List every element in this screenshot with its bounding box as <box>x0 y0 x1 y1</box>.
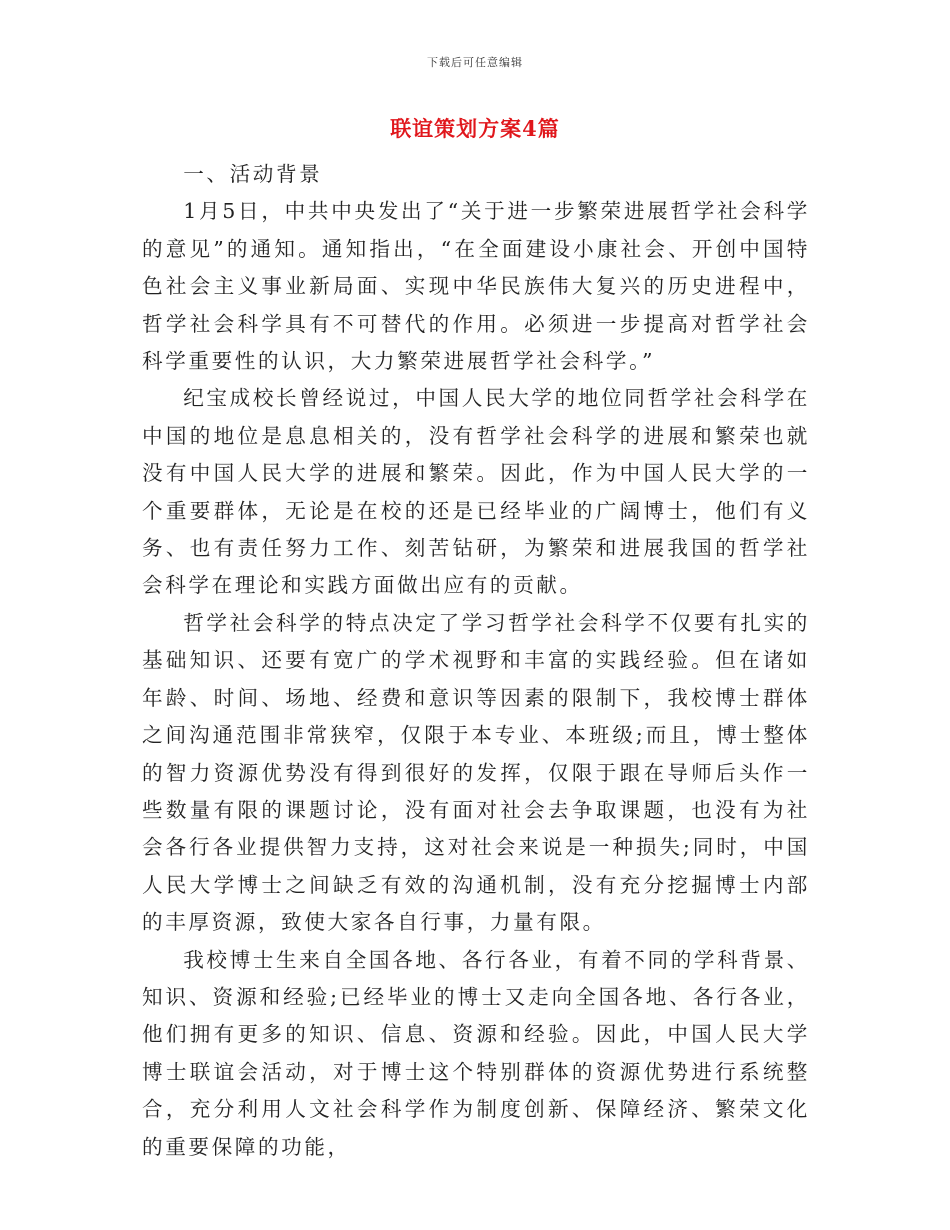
document-body <box>142 156 810 1166</box>
paragraph: 我校博士生来自全国各地、各行各业，有着不同的学科背景、知识、资源和经验;已经毕业的博士又走向全国各地、各行各业，他们拥有更多的知识、信息、资源和经验。因此，中国人民大学博士联谊会活动，对于博士这个特别群体的资源优势进行系统整合，充分利用人文社会科学作为制度创新、保障经济、繁荣文化的重要保障的功能， <box>142 947 810 1159</box>
page-header-note: 下载后可任意编辑 <box>427 56 523 69</box>
paragraph: 纪宝成校长曾经说过，中国人民大学的地位同哲学社会科学在中国的地位是息息相关的，没有哲学社会科学的进展和繁荣也就没有中国人民大学的进展和繁荣。因此，作为中国人民大学的一个重要群体，无论是在校的还是已经毕业的广阔博士，他们有义务、也有责任努力工作、刻苦钻研，为繁荣和进展我国的哲学社会科学在理论和实践方面做出应有的贡献。 <box>142 386 810 598</box>
paragraph: 1月5日，中共中央发出了“关于进一步繁荣进展哲学社会科学的意见”的通知。通知指出，“在全面建设小康社会、开创中国特色社会主义事业新局面、实现中华民族伟大复兴的历史进程中，哲学社会科学具有不可替代的作用。必须进一步提高对哲学社会科学重要性的认识，大力繁荣进展哲学社会科学。” <box>142 199 810 374</box>
paragraph: 哲学社会科学的特点决定了学习哲学社会科学不仅要有扎实的基础知识、还要有宽广的学术视野和丰富的实践经验。但在诸如年龄、时间、场地、经费和意识等因素的限制下，我校博士群体之间沟通范围非常狭窄，仅限于本专业、本班级;而且，博士整体的智力资源优势没有得到很好的发挥，仅限于跟在导师后头作一些数量有限的课题讨论，没有面对社会去争取课题，也没有为社会各行各业提供智力支持，这对社会来说是一种损失;同时，中国人民大学博士之间缺乏有效的沟通机制，没有充分挖掘博士内部的丰厚资源，致使大家各自行事，力量有限。 <box>142 610 810 935</box>
document-title: 联谊策划方案4篇 <box>390 116 560 141</box>
section-heading: 一、活动背景 <box>183 162 323 186</box>
